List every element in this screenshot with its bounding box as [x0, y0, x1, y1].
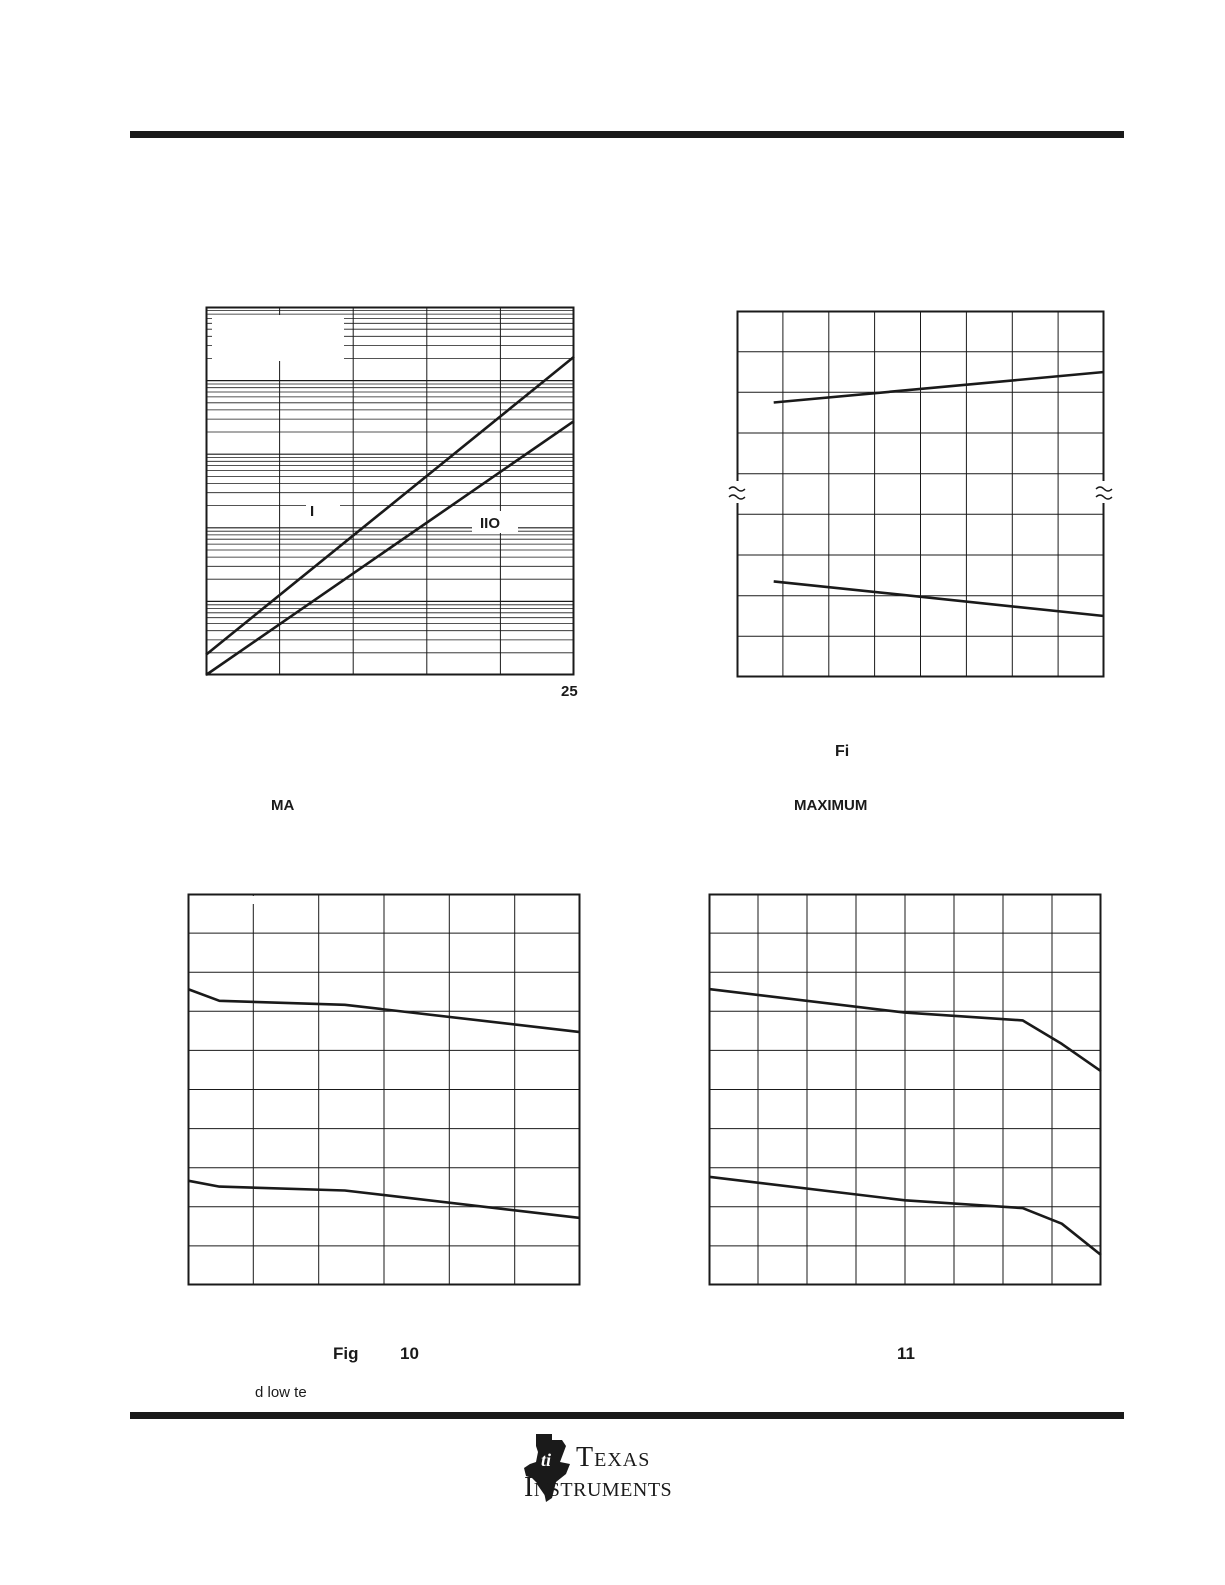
chart-4-caption-num: 11: [897, 1344, 915, 1363]
series-line-2: [206, 421, 574, 675]
chart-3-caption-fig: Fig: [333, 1344, 359, 1363]
legend-mask: [212, 315, 344, 361]
footer-rule: [130, 1412, 1124, 1419]
chart-4-title: MAXIMUM: [794, 797, 868, 814]
plot-frame: [207, 308, 574, 675]
series-label-2: IIO: [480, 515, 501, 532]
svg-text:ti: ti: [541, 1450, 552, 1470]
chart-3: [188, 894, 580, 1285]
grid-mask: [190, 896, 318, 904]
texas-instruments-logo: [522, 1432, 732, 1504]
chart-4: [709, 894, 1101, 1285]
chart-3-title: MA: [271, 797, 295, 814]
chart-1: [206, 307, 574, 675]
brand-line-1: Texas: [576, 1442, 651, 1473]
chart-3-caption-num: 10: [400, 1344, 419, 1363]
chart-2-caption: Fi: [835, 743, 850, 760]
brand-line-2: Instruments: [524, 1472, 673, 1503]
chart-1-x-tick: 25: [561, 683, 578, 700]
header-rule: [130, 131, 1124, 138]
chart-2: [737, 311, 1104, 677]
series-line-2: [774, 581, 1104, 616]
axis-break-mask: [733, 481, 743, 503]
series-label-1: I: [310, 503, 315, 520]
footnote: d low te: [255, 1384, 307, 1401]
series-line-1: [774, 372, 1104, 403]
